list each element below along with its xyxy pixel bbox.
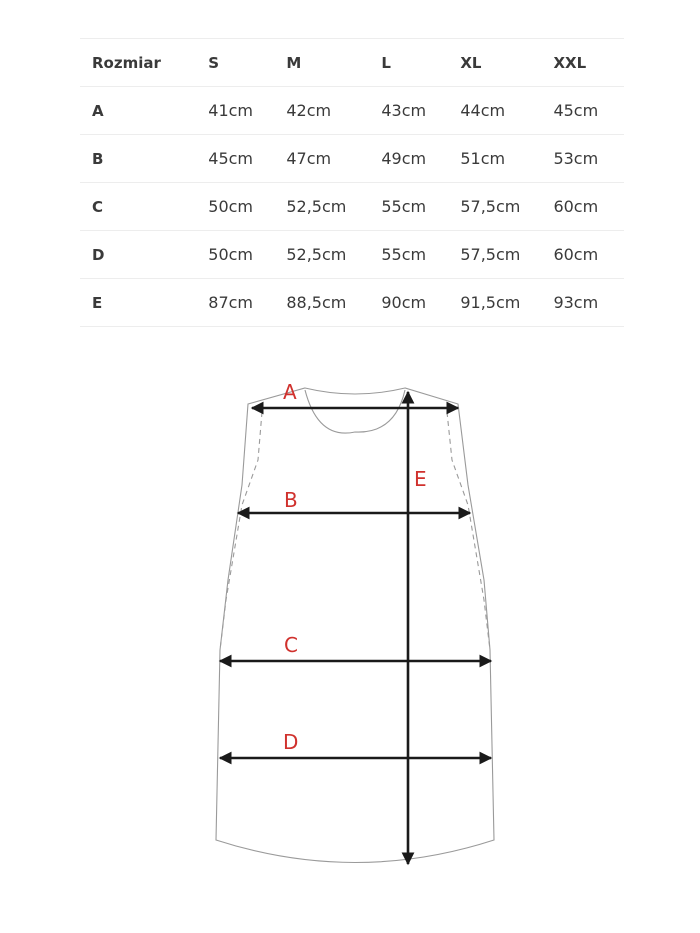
table-cell: 49cm xyxy=(381,149,427,168)
table-cell: 52,5cm xyxy=(286,245,347,264)
row-label: D xyxy=(92,245,105,264)
row-label: C xyxy=(92,197,104,216)
neckline xyxy=(305,390,405,433)
table-cell: 41cm xyxy=(208,101,254,120)
table-cell: 47cm xyxy=(286,149,332,168)
table-cell: 93cm xyxy=(553,293,599,312)
label-e: E xyxy=(414,467,427,491)
table-cell: 55cm xyxy=(381,245,427,264)
table-cell: 50cm xyxy=(208,245,254,264)
table-cell: 50cm xyxy=(208,197,254,216)
label-a: A xyxy=(283,380,297,404)
row-label: A xyxy=(92,101,104,120)
armhole-right xyxy=(447,412,490,650)
table-cell: 60cm xyxy=(553,245,599,264)
header-cell: S xyxy=(208,53,220,72)
label-c: C xyxy=(284,633,298,657)
table-cell: 91,5cm xyxy=(460,293,521,312)
measurement-arrows xyxy=(220,392,491,864)
label-b: B xyxy=(284,488,298,512)
armhole-left xyxy=(220,412,262,650)
header-cell: XXL xyxy=(553,53,587,72)
table-cell: 52,5cm xyxy=(286,197,347,216)
table-cell: 45cm xyxy=(208,149,254,168)
header-cell: L xyxy=(381,53,391,72)
table-cell: 53cm xyxy=(553,149,599,168)
table-cell: 45cm xyxy=(553,101,599,120)
table-cell: 44cm xyxy=(460,101,506,120)
table-cell: 60cm xyxy=(553,197,599,216)
header-cell: XL xyxy=(460,53,482,72)
table-cell: 55cm xyxy=(381,197,427,216)
label-d: D xyxy=(283,730,299,754)
table-cell: 88,5cm xyxy=(286,293,347,312)
table-cell: 43cm xyxy=(381,101,427,120)
row-label: E xyxy=(92,293,103,312)
table-cell: 51cm xyxy=(460,149,506,168)
table-cell: 57,5cm xyxy=(460,197,521,216)
table-cell: 57,5cm xyxy=(460,245,521,264)
row-label: B xyxy=(92,149,104,168)
table-cell: 87cm xyxy=(208,293,254,312)
table-cell: 42cm xyxy=(286,101,332,120)
header-cell: M xyxy=(286,53,302,72)
garment-outline xyxy=(216,388,494,863)
table-cell: 90cm xyxy=(381,293,427,312)
header-cell: Rozmiar xyxy=(92,53,161,72)
